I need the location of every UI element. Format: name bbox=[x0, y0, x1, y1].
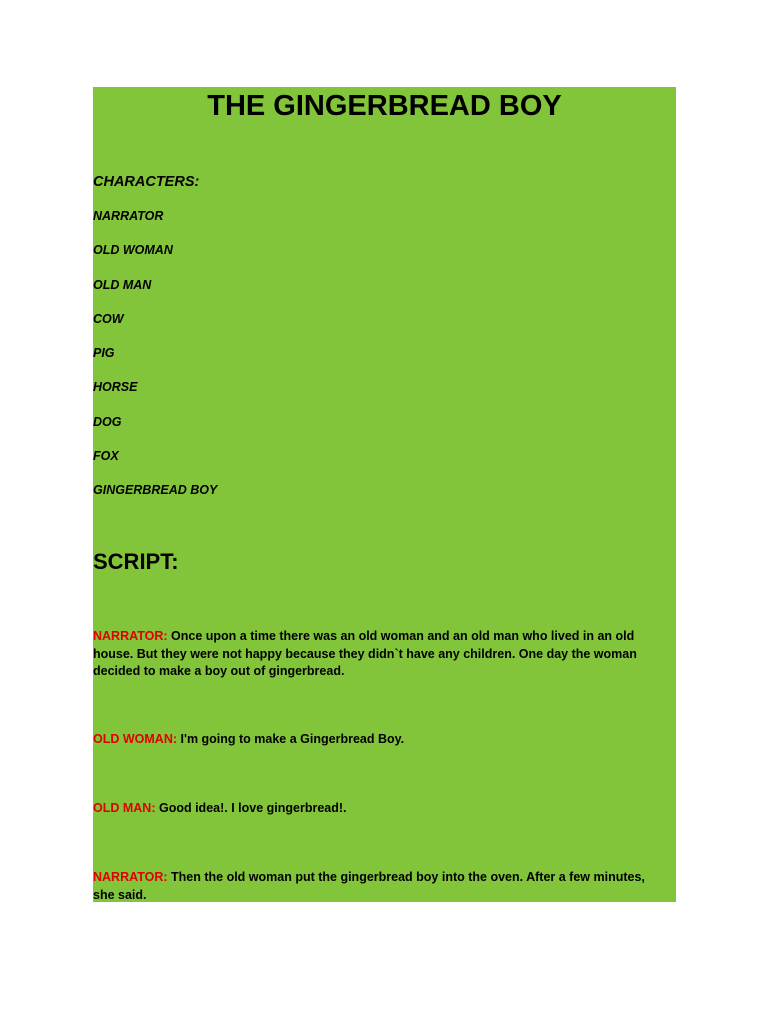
character-item: OLD WOMAN bbox=[93, 243, 173, 258]
script-line bbox=[93, 800, 668, 818]
speaker-label: NARRATOR: bbox=[93, 629, 168, 643]
character-item: DOG bbox=[93, 414, 122, 429]
character-item: NARRATOR bbox=[93, 209, 164, 223]
script-line bbox=[93, 628, 668, 681]
dialogue-text: Good idea!. I love gingerbread!. bbox=[158, 801, 347, 815]
character-item: GINGERBREAD BOY bbox=[93, 483, 218, 498]
document-title: THE GINGERBREAD BOY bbox=[207, 90, 562, 122]
speaker-label: OLD WOMAN: bbox=[93, 732, 178, 746]
document-page bbox=[93, 87, 676, 902]
speaker-label: OLD MAN: bbox=[93, 801, 156, 815]
dialogue-text: Then the old woman put the gingerbread boy into the oven. After a few minutes, she said. bbox=[93, 870, 645, 902]
characters-heading: CHARACTERS: bbox=[93, 174, 200, 190]
character-item: COW bbox=[93, 311, 124, 326]
character-item: HORSE bbox=[93, 380, 138, 395]
script-heading: SCRIPT: bbox=[93, 549, 179, 574]
dialogue-text: I'm going to make a Gingerbread Boy. bbox=[180, 732, 405, 746]
speaker-label: NARRATOR: bbox=[93, 870, 168, 884]
character-item: FOX bbox=[93, 449, 119, 464]
script-line bbox=[93, 731, 668, 749]
dialogue-text: Once upon a time there was an old woman and an old man who lived in an old house. But they were not happy because they didn`t have any children. One day the woman decided to make a boy out of gingerbread. bbox=[93, 629, 637, 678]
character-item: PIG bbox=[93, 346, 115, 361]
script-line bbox=[93, 869, 668, 904]
character-list bbox=[93, 208, 217, 517]
character-item: OLD MAN bbox=[93, 277, 152, 292]
